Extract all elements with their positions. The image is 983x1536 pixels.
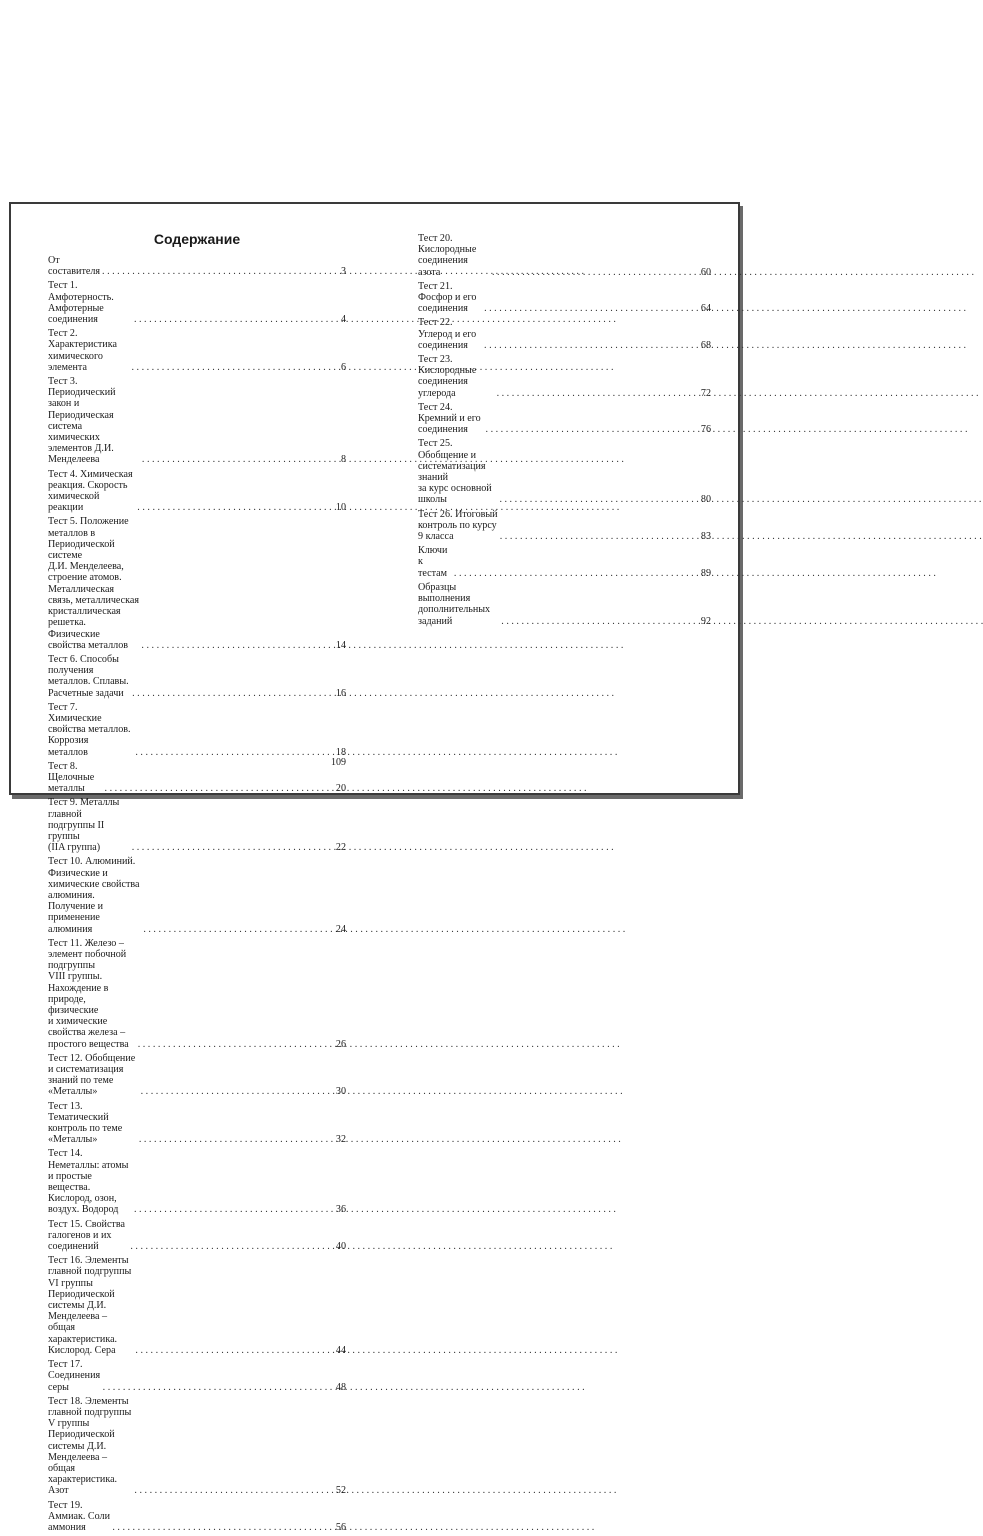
toc-entry-title: Тест 24. Кремний и его соединения [418, 401, 481, 436]
toc-entry[interactable] [48, 328, 346, 373]
toc-entry-title: Тест 23. Кислородные соединения углерода [418, 354, 477, 399]
dot-leader [490, 267, 695, 278]
dot-leader [139, 1086, 330, 1097]
dot-leader [495, 388, 695, 399]
toc-entry-title: Ключи к тестам [418, 545, 448, 579]
dot-leader [132, 1485, 330, 1496]
toc-entry-title: Тест 9. Металлы главной подгруппы II группы (IIA группа) [48, 797, 120, 854]
toc-entry-page: 10 [335, 502, 346, 514]
toc-entry[interactable] [48, 1148, 346, 1215]
toc-entry-title: Тест 7. Химические свойства металлов. Коррозия металлов [48, 701, 131, 758]
toc-entry[interactable] [48, 1219, 346, 1253]
toc-list-right [418, 233, 711, 630]
toc-entry-title: Тест 22. Углерод и его соединения [418, 317, 477, 351]
dot-leader [129, 362, 330, 373]
dot-leader [132, 314, 330, 325]
left-page [48, 204, 346, 1533]
toc-entry[interactable] [48, 1500, 346, 1534]
toc-entry-title: Тест 16. Элементы главной подгруппы VI группы Периодической системы Д.И. Менделеева – общая характеристика. Кислород. Сера [48, 1255, 132, 1356]
toc-entry-page: 8 [340, 454, 346, 466]
toc-entry-title: Образцы выполнения дополнительных заданий [418, 581, 491, 627]
toc-entry-title: Тест 13. Тематический контроль по теме «Металлы» [48, 1100, 123, 1146]
toc-entry-title: Тест 15. Свойства галогенов и их соединений [48, 1218, 125, 1253]
toc-entry-page: 26 [335, 1038, 346, 1050]
toc-entry[interactable] [48, 1101, 346, 1146]
dot-leader [140, 454, 330, 465]
dot-leader [137, 1134, 330, 1145]
toc-entry[interactable] [418, 402, 711, 436]
dot-leader [101, 1382, 330, 1393]
toc-entry-title: Тест 10. Алюминий. Физические и химические свойства алюминия. Получение и применение алюминия [48, 856, 140, 935]
toc-entry-page: 64 [700, 303, 711, 315]
toc-entry[interactable] [418, 545, 711, 579]
dot-leader [132, 1204, 330, 1215]
toc-entry-title: Тест 12. Обобщение и систематизация знаний по теме «Металлы» [48, 1052, 136, 1098]
toc-entry-page: 76 [700, 424, 711, 436]
toc-entry[interactable] [48, 938, 346, 1050]
dot-leader [130, 688, 330, 699]
toc-entry-page: 44 [335, 1344, 346, 1356]
dot-leader [452, 568, 695, 579]
toc-entry[interactable] [418, 354, 711, 399]
dot-leader [497, 494, 695, 505]
toc-entry[interactable] [48, 1359, 346, 1393]
toc-entry-page: 89 [700, 567, 711, 579]
toc-entry-title: Тест 20. Кислородные соединения азота [418, 233, 477, 278]
toc-entry[interactable] [418, 317, 711, 351]
toc-entry-title: Тест 1. Амфотерность. Амфотерные соединения [48, 280, 114, 326]
toc-entry-page: 36 [335, 1204, 346, 1216]
dot-leader [133, 747, 330, 758]
toc-entry[interactable] [48, 1255, 346, 1356]
toc-entry-page: 48 [335, 1381, 346, 1393]
toc-entry[interactable] [418, 281, 711, 315]
toc-entry-title: Тест 14. Неметаллы: атомы и простые вещества. Кислород, озон, воздух. Водород [48, 1148, 129, 1216]
dot-leader [130, 842, 330, 853]
page-title: Содержание [153, 231, 241, 247]
dot-leader [135, 502, 330, 513]
toc-entry[interactable] [48, 469, 346, 514]
toc-entry-page: 30 [335, 1086, 346, 1098]
toc-entry-page: 92 [700, 615, 711, 627]
toc-entry[interactable] [48, 1396, 346, 1497]
toc-entry-title: От составителя [48, 255, 101, 278]
toc-entry-title: Тест 19. Аммиак. Соли аммония [48, 1499, 110, 1533]
toc-entry-page: 52 [335, 1485, 346, 1497]
toc-entry-title: Тест 25. Обобщение и систематизация знаний за курс основной школы [418, 438, 492, 506]
toc-entry-page: 83 [700, 531, 711, 543]
dot-leader [139, 640, 330, 651]
toc-entry-title: Тест 21. Фосфор и его соединения [418, 280, 477, 315]
toc-entry[interactable] [48, 856, 346, 934]
right-page [418, 204, 711, 793]
toc-entry-page: 32 [335, 1134, 346, 1146]
dot-leader [133, 1345, 330, 1356]
dot-leader [128, 1241, 330, 1252]
toc-entry[interactable] [418, 582, 711, 627]
toc-entry-page: 4 [340, 314, 346, 326]
toc-entry-title: Тест 11. Железо – элемент побочной подгруппы VIII группы. Нахождение в природе, физические и химические свойства железа – простого вещества [48, 937, 129, 1050]
dot-leader [484, 424, 695, 435]
toc-entry-page: 14 [335, 639, 346, 651]
toc-entry[interactable] [48, 280, 346, 325]
toc-entry[interactable] [418, 438, 711, 505]
toc-entry-title: Тест 4. Химическая реакция. Скорость химической реакции [48, 468, 133, 514]
toc-entry-page: 80 [700, 494, 711, 506]
dot-leader [110, 1522, 330, 1533]
toc-entry[interactable] [48, 376, 346, 466]
dot-leader [141, 924, 330, 935]
toc-entry[interactable] [48, 797, 346, 853]
toc-entry[interactable] [418, 233, 711, 278]
toc-entry-page: 20 [335, 783, 346, 795]
toc-entry[interactable] [48, 255, 346, 277]
toc-entry[interactable] [48, 761, 346, 795]
toc-entry[interactable] [48, 1053, 346, 1098]
dot-leader [482, 340, 695, 351]
dot-leader [136, 1039, 330, 1050]
book-spread [9, 202, 740, 1533]
toc-entry-page: 56 [335, 1521, 346, 1533]
toc-entry-title: Тест 3. Периодический закон и Периодическая система химических элементов Д.И. Менделеева [48, 376, 116, 466]
toc-entry-page: 40 [335, 1241, 346, 1253]
toc-entry-title: Тест 8. Щелочные металлы [48, 760, 95, 795]
toc-entry-page: 24 [335, 923, 346, 935]
toc-entry-page: 72 [700, 387, 711, 399]
toc-entry-title: Тест 2. Характеристика химического элемента [48, 328, 117, 373]
dot-leader [100, 266, 330, 277]
toc-entry[interactable] [48, 654, 346, 699]
toc-entry-page: 16 [335, 687, 346, 699]
toc-list-left [48, 255, 346, 1536]
toc-entry-title: Тест 17. Соединения серы [48, 1359, 101, 1393]
toc-entry-page: 22 [335, 842, 346, 854]
toc-entry-page: 3 [340, 266, 346, 278]
toc-entry-page: 68 [700, 339, 711, 351]
toc-entry-page: 18 [335, 746, 346, 758]
dot-leader [499, 616, 695, 627]
toc-entry-title: Тест 6. Способы получения металлов. Сплавы. Расчетные задачи [48, 653, 129, 699]
toc-entry-page: 60 [700, 266, 711, 278]
page-number: 109 [331, 757, 346, 768]
toc-entry-title: Тест 5. Положение металлов в Периодической системе Д.И. Менделеева, строение атомов. Металлическая связь, металлическая кристаллическая решетка. Физические свойства металлов [48, 516, 140, 651]
toc-entry[interactable] [48, 516, 346, 650]
toc-entry[interactable] [48, 702, 346, 758]
dot-leader [498, 531, 695, 542]
toc-entry[interactable] [418, 509, 711, 543]
dot-leader [103, 783, 330, 794]
toc-entry-title: Тест 18. Элементы главной подгруппы V группы Периодической системы Д.И. Менделеева – общая характеристика. Азот [48, 1395, 132, 1497]
toc-entry-title: Тест 26. Итоговый контроль по курсу 9 класса [418, 508, 498, 543]
dot-leader [482, 303, 695, 314]
toc-entry-page: 6 [340, 361, 346, 373]
